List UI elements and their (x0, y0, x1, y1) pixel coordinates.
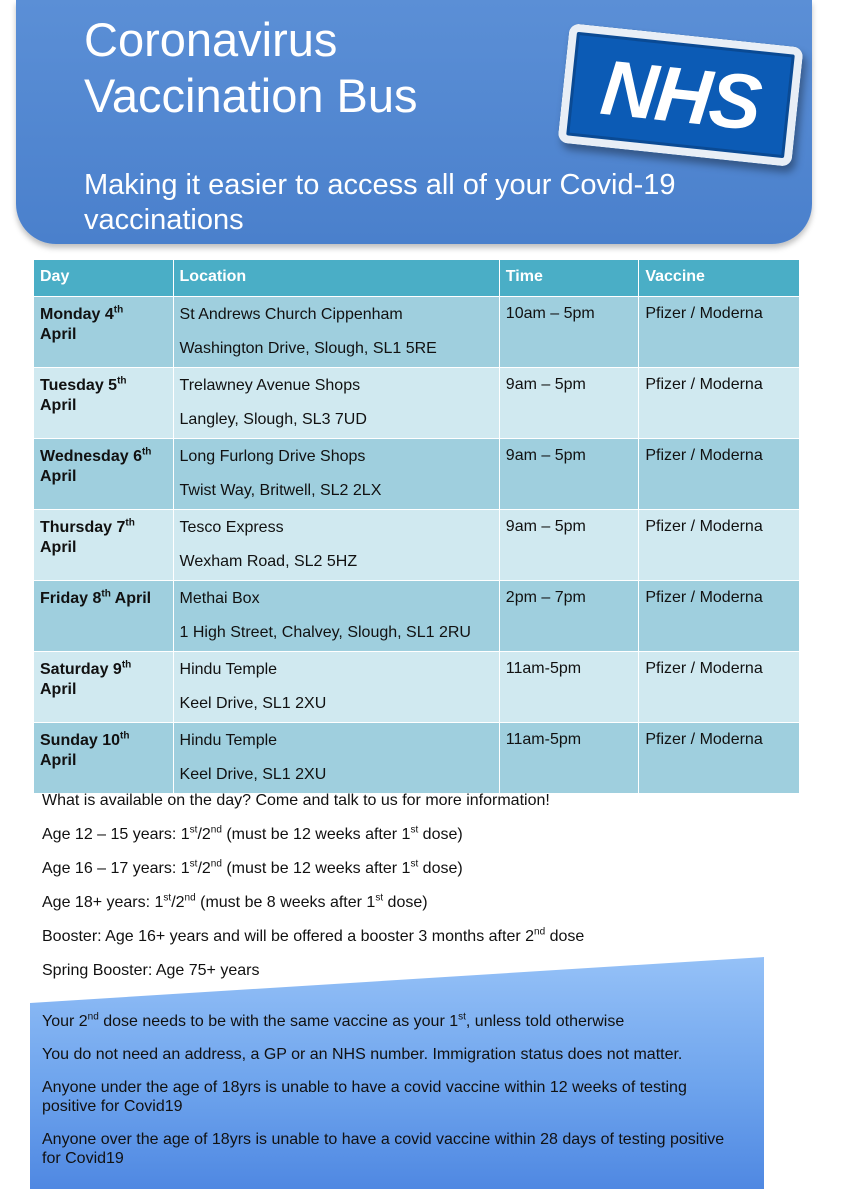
title-line-1: Coronavirus (84, 13, 338, 66)
vaccine-cell: Pfizer / Moderna (639, 581, 800, 652)
notes-text (42, 1012, 742, 1182)
day-cell: Sunday 10th April (34, 723, 174, 794)
info-spring-booster: Spring Booster: Age 75+ years (42, 962, 260, 979)
table-row (34, 368, 800, 439)
location-place: Tesco Express (179, 519, 284, 536)
header-day: Day (34, 260, 174, 297)
day-cell: Thursday 7th April (34, 510, 174, 581)
location-cell (173, 510, 499, 581)
info-intro: What is available on the day? Come and talk to us for more information! (42, 792, 550, 809)
location-address: Keel Drive, SL1 2XU (179, 766, 327, 783)
vaccine-cell: Pfizer / Moderna (639, 510, 800, 581)
nhs-logo (557, 23, 803, 167)
time-cell: 9am – 5pm (499, 510, 639, 581)
info-age-18-plus: Age 18+ years: 1st/2nd (must be 8 weeks after 1st dose) (42, 892, 428, 911)
location-address: Langley, Slough, SL3 7UD (179, 411, 367, 428)
location-cell (173, 581, 499, 652)
table-row (34, 510, 800, 581)
location-address: Keel Drive, SL1 2XU (179, 695, 327, 712)
nhs-logo-text: NHS (596, 42, 765, 148)
day-cell: Tuesday 5th April (34, 368, 174, 439)
note-same-vaccine: Your 2nd dose needs to be with the same vaccine as your 1st, unless told otherwise (42, 1011, 625, 1030)
location-place: Hindu Temple (179, 661, 278, 678)
schedule-table (33, 259, 800, 794)
time-cell: 2pm – 7pm (499, 581, 639, 652)
header-vaccine: Vaccine (639, 260, 800, 297)
time-cell: 10am – 5pm (499, 297, 639, 368)
header-location: Location (173, 260, 499, 297)
vaccine-cell: Pfizer / Moderna (639, 368, 800, 439)
location-address: 1 High Street, Chalvey, Slough, SL1 2RU (179, 624, 471, 641)
time-cell: 11am-5pm (499, 652, 639, 723)
table-row (34, 439, 800, 510)
location-place: Trelawney Avenue Shops (179, 377, 361, 394)
eligibility-info (42, 790, 584, 994)
note-no-address: You do not need an address, a GP or an NHS number. Immigration status does not matter. (42, 1046, 683, 1063)
table-row (34, 297, 800, 368)
vaccine-cell: Pfizer / Moderna (639, 723, 800, 794)
table-row (34, 652, 800, 723)
page-subtitle: Making it easier to access all of your Covid-19 vaccinations (84, 169, 676, 236)
time-cell: 11am-5pm (499, 723, 639, 794)
vaccine-cell: Pfizer / Moderna (639, 439, 800, 510)
location-address: Wexham Road, SL2 5HZ (179, 553, 358, 570)
page-title (84, 12, 418, 124)
nhs-logo-box (557, 23, 803, 167)
table-header-row (34, 260, 800, 297)
location-cell (173, 723, 499, 794)
info-booster: Booster: Age 16+ years and will be offered a booster 3 months after 2nd dose (42, 926, 585, 945)
info-age-12-15: Age 12 – 15 years: 1st/2nd (must be 12 weeks after 1st dose) (42, 824, 463, 843)
time-cell: 9am – 5pm (499, 368, 639, 439)
location-cell (173, 439, 499, 510)
vaccine-cell: Pfizer / Moderna (639, 297, 800, 368)
vaccine-cell: Pfizer / Moderna (639, 652, 800, 723)
day-cell: Saturday 9th April (34, 652, 174, 723)
day-cell: Monday 4th April (34, 297, 174, 368)
day-cell: Wednesday 6th April (34, 439, 174, 510)
location-place: Methai Box (179, 590, 260, 607)
location-place: Long Furlong Drive Shops (179, 448, 366, 465)
location-cell (173, 652, 499, 723)
note-under-18: Anyone under the age of 18yrs is unable to have a covid vaccine within 12 weeks of testing positive for Covid19 (42, 1079, 687, 1115)
table-row (34, 581, 800, 652)
location-address: Twist Way, Britwell, SL2 2LX (179, 482, 382, 499)
location-cell (173, 368, 499, 439)
location-address: Washington Drive, Slough, SL1 5RE (179, 340, 437, 357)
location-cell (173, 297, 499, 368)
location-place: St Andrews Church Cippenham (179, 306, 403, 323)
location-place: Hindu Temple (179, 732, 278, 749)
info-age-16-17: Age 16 – 17 years: 1st/2nd (must be 12 weeks after 1st dose) (42, 858, 463, 877)
time-cell: 9am – 5pm (499, 439, 639, 510)
title-line-2: Vaccination Bus (84, 69, 418, 122)
header-time: Time (499, 260, 639, 297)
table-row (34, 723, 800, 794)
day-cell: Friday 8th April (34, 581, 174, 652)
note-over-18: Anyone over the age of 18yrs is unable to have a covid vaccine within 28 days of testing positive for Covid19 (42, 1131, 725, 1167)
